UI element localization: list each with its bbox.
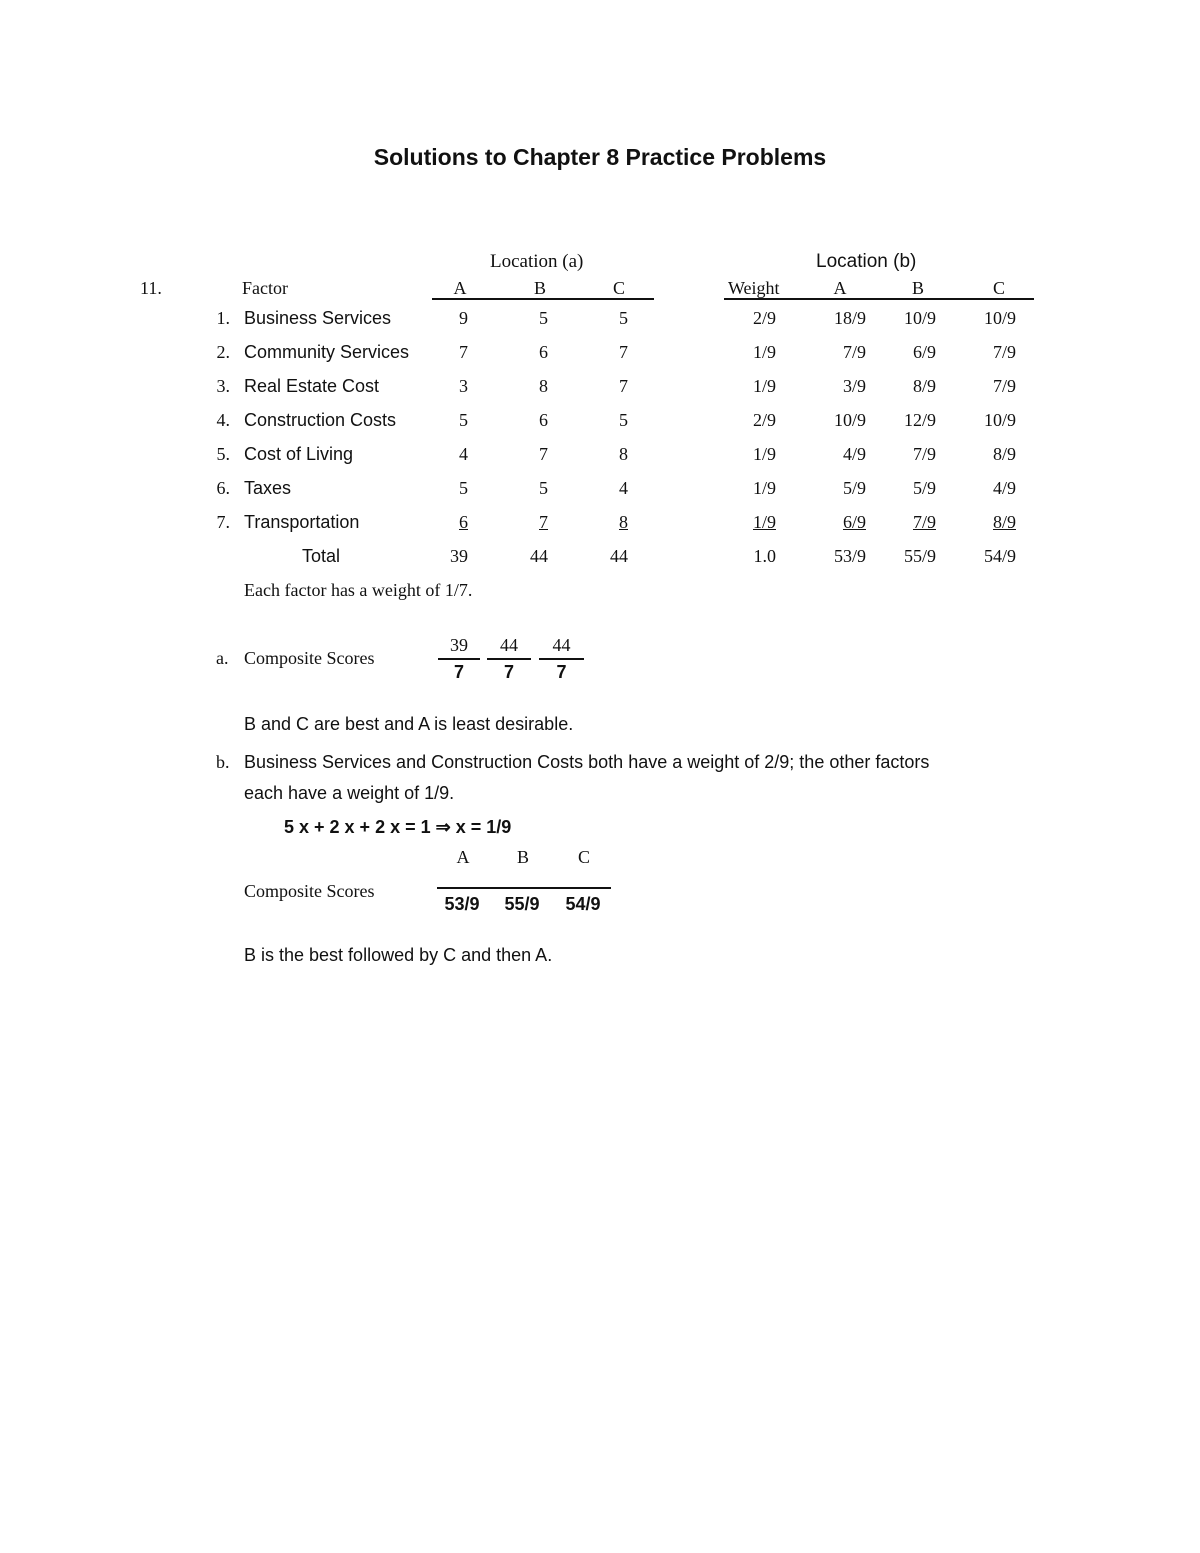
weighted-b: 7/9 — [912, 512, 936, 532]
weighted-c: 4/9 — [992, 478, 1016, 498]
weighted-a: 3/9 — [842, 376, 866, 396]
row-number: 2. — [216, 342, 230, 362]
score-b: 7 — [539, 444, 548, 464]
weighted-c: 10/9 — [983, 410, 1016, 430]
weight: 1/9 — [752, 444, 776, 464]
part-a-conclusion: B and C are best and A is least desirable. — [244, 714, 574, 734]
weight: 1/9 — [752, 478, 776, 498]
score-c: 7 — [619, 342, 628, 362]
location-b-col-a: A — [833, 278, 847, 298]
weighted-b: 7/9 — [912, 444, 936, 464]
factor-label: Taxes — [244, 478, 292, 498]
score-b: 8 — [539, 376, 548, 396]
weight-note: Each factor has a weight of 1/7. — [244, 580, 473, 600]
factor-label: Construction Costs — [244, 410, 397, 430]
composite-score-a: 53/9 — [444, 894, 480, 914]
page-title: Solutions to Chapter 8 Practice Problems — [373, 144, 827, 170]
part-b-text-line2: each have a weight of 1/9. — [244, 783, 455, 803]
fraction-denominator: 7 — [503, 662, 514, 682]
score-b: 7 — [539, 512, 548, 532]
location-a-col-b: B — [533, 278, 546, 298]
row-number: 1. — [216, 308, 230, 328]
row-number: 3. — [216, 376, 230, 396]
score-b: 6 — [539, 342, 548, 362]
total-weighted-b: 55/9 — [903, 546, 936, 566]
fraction-numerator: 44 — [552, 635, 571, 655]
score-b: 5 — [539, 478, 548, 498]
score-c: 7 — [619, 376, 628, 396]
weighted-c: 8/9 — [992, 512, 1016, 532]
fraction-denominator: 7 — [453, 662, 464, 682]
fraction-numerator: 44 — [500, 635, 518, 655]
total-weighted-a: 53/9 — [833, 546, 866, 566]
part-b-conclusion: B is the best followed by C and then A. — [244, 945, 553, 965]
fraction-denominator: 7 — [556, 662, 567, 682]
location-a-col-a: A — [453, 278, 467, 298]
score-a: 4 — [459, 444, 468, 464]
total-a: 39 — [450, 546, 468, 566]
weighted-c: 8/9 — [992, 444, 1016, 464]
score-a: 5 — [459, 410, 468, 430]
weight-equation: 5 x + 2 x + 2 x = 1 ⇒ x = 1/9 — [284, 817, 512, 837]
row-number: 5. — [216, 444, 230, 464]
part-b-col-b: B — [516, 847, 529, 867]
total-label: Total — [302, 546, 341, 566]
row-number: 6. — [216, 478, 230, 498]
fraction-bar — [438, 658, 480, 660]
factor-label: Community Services — [244, 342, 410, 362]
weighted-a: 4/9 — [842, 444, 866, 464]
row-number: 7. — [216, 512, 230, 532]
score-c: 4 — [619, 478, 628, 498]
score-a: 5 — [459, 478, 468, 498]
part-b-col-c: C — [577, 847, 590, 867]
part-a-composite-label: Composite Scores — [244, 648, 375, 668]
weighted-a: 5/9 — [842, 478, 866, 498]
location-b-heading: Location (b) — [816, 251, 917, 272]
weight: 2/9 — [752, 308, 776, 328]
location-a-header-rule — [432, 298, 654, 300]
total-weighted-c: 54/9 — [983, 546, 1016, 566]
factor-label: Transportation — [244, 512, 360, 532]
weighted-a: 18/9 — [833, 308, 866, 328]
score-a: 3 — [459, 376, 468, 396]
part-b-col-a: A — [456, 847, 470, 867]
factor-column-header: Factor — [242, 278, 288, 298]
part-b-label: b. — [216, 752, 230, 772]
total-b: 44 — [530, 546, 548, 566]
weight: 1/9 — [752, 512, 776, 532]
weighted-b: 12/9 — [903, 410, 936, 430]
weighted-b: 8/9 — [912, 376, 936, 396]
weight: 1/9 — [752, 342, 776, 362]
weighted-b: 5/9 — [912, 478, 936, 498]
part-b-text-line1: Business Services and Construction Costs both have a weight of 2/9; the other factors — [244, 752, 930, 772]
score-a: 7 — [459, 342, 468, 362]
composite-score-c: 54/9 — [565, 894, 601, 914]
weight-column-header: Weight — [728, 278, 780, 298]
location-b-col-c: C — [992, 278, 1005, 298]
fraction-numerator: 39 — [450, 635, 468, 655]
total-weight: 1.0 — [753, 546, 776, 566]
fraction-bar — [539, 658, 584, 660]
weighted-c: 7/9 — [992, 376, 1016, 396]
factor-label: Real Estate Cost — [244, 376, 380, 396]
score-c: 8 — [619, 444, 628, 464]
weighted-c: 7/9 — [992, 342, 1016, 362]
location-a-col-c: C — [612, 278, 625, 298]
weighted-a: 10/9 — [833, 410, 866, 430]
problem-number: 11. — [140, 278, 162, 298]
location-b-header-rule — [724, 298, 1034, 300]
weighted-c: 10/9 — [983, 308, 1016, 328]
factor-label: Business Services — [244, 308, 392, 328]
score-c: 5 — [619, 410, 628, 430]
fraction-bar — [487, 658, 531, 660]
row-number: 4. — [216, 410, 230, 430]
weighted-b: 6/9 — [912, 342, 936, 362]
part-b-composite-label: Composite Scores — [244, 881, 375, 901]
location-b-col-b: B — [911, 278, 924, 298]
weighted-a: 6/9 — [842, 512, 866, 532]
weight: 2/9 — [752, 410, 776, 430]
score-c: 8 — [619, 512, 628, 532]
weighted-b: 10/9 — [903, 308, 936, 328]
score-b: 5 — [539, 308, 548, 328]
score-a: 9 — [459, 308, 468, 328]
score-a: 6 — [459, 512, 468, 532]
score-c: 5 — [619, 308, 628, 328]
location-a-heading: Location (a) — [490, 251, 584, 272]
factor-label: Cost of Living — [244, 444, 354, 464]
score-b: 6 — [539, 410, 548, 430]
part-a-label: a. — [216, 648, 229, 668]
composite-score-b: 55/9 — [504, 894, 540, 914]
part-b-scores-rule — [437, 887, 611, 889]
weighted-a: 7/9 — [842, 342, 866, 362]
total-c: 44 — [610, 546, 628, 566]
weight: 1/9 — [752, 376, 776, 396]
